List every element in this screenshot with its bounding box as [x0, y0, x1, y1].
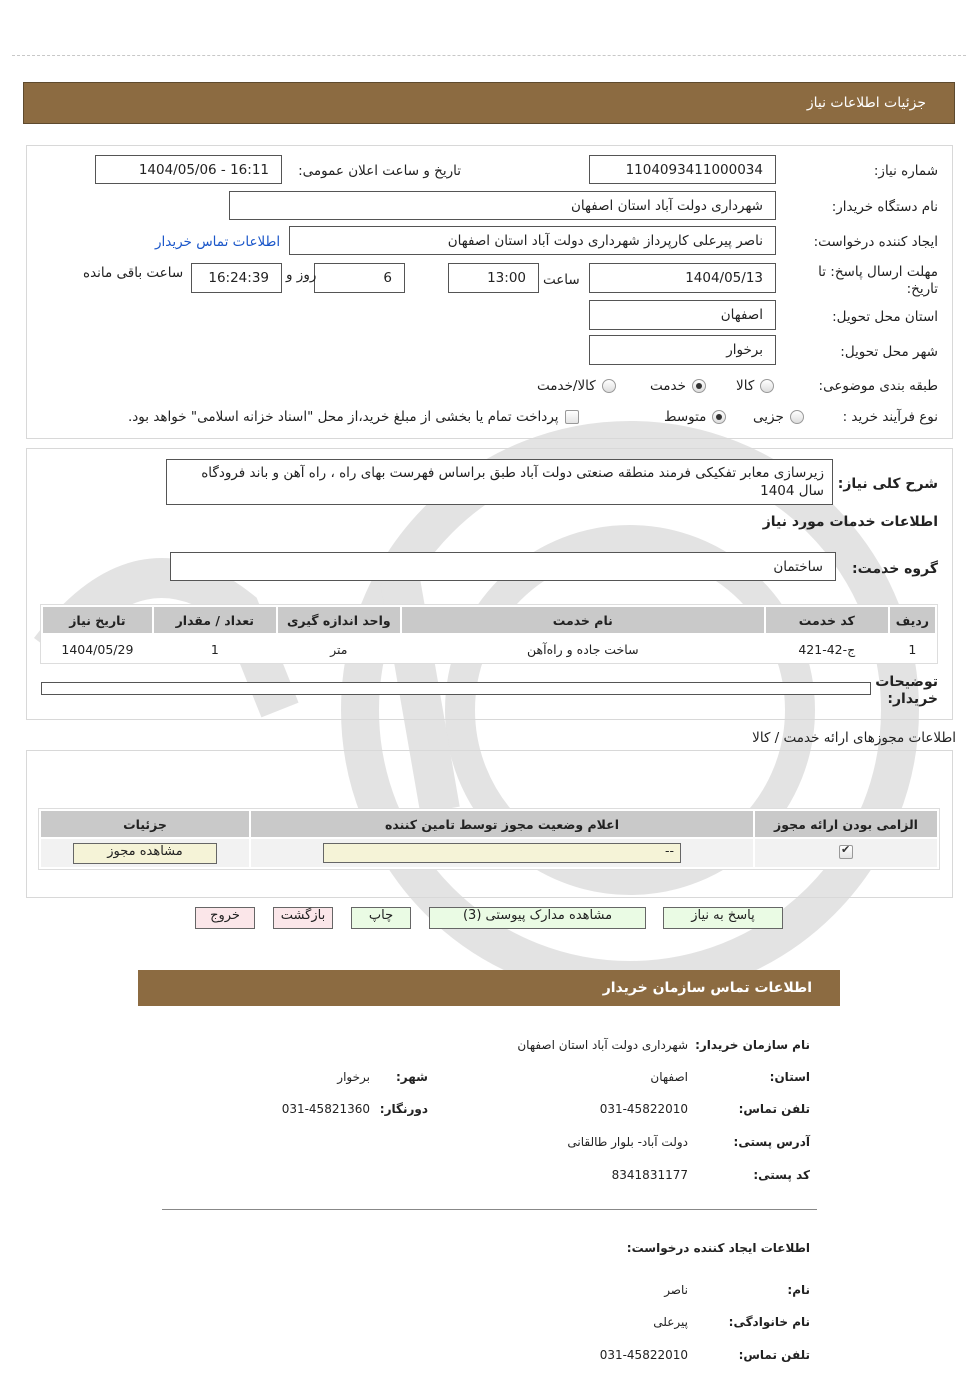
back-button[interactable]: بازگشت: [273, 907, 333, 929]
creator-label: ایجاد کننده درخواست:: [813, 234, 938, 250]
category-option-both-label: کالا/خدمت: [537, 378, 596, 394]
org-postal-label: کد پستی:: [753, 1168, 810, 1182]
process-option-minor-label: جزیی: [753, 409, 784, 425]
payment-checkbox[interactable]: [565, 410, 579, 424]
category-option-service[interactable]: [650, 378, 706, 394]
cell-qty: 1: [210, 641, 219, 657]
status-field[interactable]: --: [323, 843, 681, 863]
days-label: روز و: [286, 267, 317, 283]
th-status: اعلام وضعیت مجوز توسط تامین کننده: [251, 811, 753, 837]
services-table-header: [43, 607, 935, 633]
table-row: [41, 839, 937, 867]
description-field: زیرسازی معابر تفکیکی فرمند منطقه صنعتی دولت آباد طبق براساس فهرست بهای راه ، راه آهن و باند فرودگاه سال 1404: [166, 459, 833, 505]
th-row: ردیف: [890, 607, 935, 633]
process-option-medium[interactable]: [664, 409, 726, 425]
category-label: طبقه بندی موضوعی:: [818, 378, 938, 394]
org-phone-value: 031-45822010: [599, 1102, 688, 1116]
required-checkbox[interactable]: [839, 845, 853, 859]
org-city-value: برخوار: [337, 1070, 370, 1084]
reply-button[interactable]: پاسخ به نیاز: [663, 907, 783, 929]
services-table-wrap: [40, 604, 938, 664]
print-button[interactable]: چاپ: [351, 907, 411, 929]
th-date: تاریخ نیاز: [43, 607, 152, 633]
category-option-service-label: خدمت: [650, 378, 686, 394]
permits-title: اطلاعات مجوزهای ارائه خدمت / کالا: [752, 730, 956, 746]
org-address-value: دولت آباد- بلوار طالقانی: [567, 1135, 688, 1149]
deadline-label: مهلت ارسال پاسخ: تا تاریخ:: [818, 264, 938, 297]
creator-field: ناصر پیرعلی کارپرداز شهرداری دولت آباد استان اصفهان: [289, 226, 776, 255]
process-radio-minor[interactable]: [790, 410, 804, 424]
province-field: اصفهان: [589, 300, 776, 330]
service-group-field: ساختمان: [170, 552, 836, 581]
org-city-label: شهر:: [396, 1070, 428, 1084]
th-unit: واحد اندازه گیری: [278, 607, 400, 633]
city-field: برخوار: [589, 335, 776, 365]
payment-option[interactable]: [128, 409, 579, 425]
permits-table: [39, 809, 939, 869]
attachments-button[interactable]: مشاهده مدارک پیوستی (3): [429, 907, 646, 929]
creator-first-name-label: نام:: [787, 1283, 810, 1297]
remaining-time-field: 16:24:39: [191, 263, 282, 293]
need-number-field: 1104093411000034: [589, 155, 776, 184]
org-province-value: اصفهان: [650, 1070, 688, 1084]
org-contact-header: [138, 970, 840, 1006]
deadline-time-label: ساعت: [543, 272, 580, 288]
need-number-label: شماره نیاز:: [873, 163, 938, 179]
cell-date: 1404/05/29: [61, 641, 134, 657]
page-title: جزئیات اطلاعات نیاز: [806, 95, 926, 111]
org-province-label: استان:: [769, 1070, 810, 1084]
deadline-time-field: 13:00: [448, 263, 539, 293]
th-code: کد خدمت: [766, 607, 888, 633]
announce-field: 1404/05/06 - 16:11: [95, 155, 282, 184]
table-row: [43, 635, 935, 663]
exit-button[interactable]: خروج: [195, 907, 255, 929]
creator-last-name-value: پیرعلی: [653, 1315, 688, 1329]
services-table: [41, 605, 937, 665]
permits-table-wrap: [38, 808, 940, 870]
buyer-org-field: شهرداری دولت آباد استان اصفهان: [229, 191, 776, 220]
th-required: الزامی بودن ارائه مجوز: [755, 811, 937, 837]
services-title: اطلاعات خدمات مورد نیاز: [762, 514, 938, 530]
org-address-label: آدرس پستی:: [733, 1135, 810, 1149]
th-qty: تعداد / مقدار: [154, 607, 276, 633]
process-radio-medium[interactable]: [712, 410, 726, 424]
buyer-contact-link[interactable]: اطلاعات تماس خریدار: [155, 234, 281, 250]
cell-name: ساخت جاده و راه‌آهن: [527, 641, 639, 657]
process-label: نوع فرآیند خرید :: [842, 409, 938, 425]
org-name-value: شهرداری دولت آباد استان اصفهان: [517, 1038, 688, 1052]
org-name-label: نام سازمان خریدار:: [695, 1038, 810, 1052]
cell-unit: متر: [330, 641, 348, 657]
cell-details: [41, 839, 249, 867]
service-group-label: گروه خدمت:: [852, 561, 938, 577]
process-option-minor[interactable]: [753, 409, 804, 425]
page-header: [23, 82, 955, 124]
category-option-goods[interactable]: [736, 378, 774, 394]
creator-phone-value: 031-45822010: [599, 1348, 688, 1362]
category-option-goods-label: کالا: [736, 378, 755, 394]
cell-code: ج-42-421: [798, 641, 856, 657]
announce-label: تاریخ و ساعت اعلان عمومی:: [298, 163, 461, 179]
buyer-org-label: نام دستگاه خریدار:: [831, 199, 938, 215]
org-contact-title: اطلاعات تماس سازمان خریدار: [602, 980, 812, 996]
category-option-both[interactable]: [537, 378, 616, 394]
days-field: 6: [314, 263, 405, 293]
creator-first-name-value: ناصر: [664, 1283, 688, 1297]
category-radio-service[interactable]: [692, 379, 706, 393]
remaining-label: ساعت باقی مانده: [83, 265, 184, 281]
org-phone-label: تلفن تماس:: [738, 1102, 810, 1116]
creator-last-name-label: نام خانوادگی:: [728, 1315, 810, 1329]
contact-divider: [162, 1209, 817, 1210]
cell-required: [755, 839, 937, 867]
process-option-medium-label: متوسط: [664, 409, 707, 425]
province-label: استان محل تحویل:: [832, 309, 938, 325]
org-fax-value: 031-45821360: [281, 1102, 370, 1116]
cell-row: 1: [908, 641, 917, 657]
city-label: شهر محل تحویل:: [840, 344, 938, 360]
top-divider: [12, 55, 966, 56]
buyer-notes-label: توضیحات خریدار:: [875, 674, 938, 707]
org-fax-label: دورنگار:: [379, 1102, 428, 1116]
category-radio-both[interactable]: [602, 379, 616, 393]
permits-table-header: [41, 811, 937, 837]
creator-info-title: اطلاعات ایجاد کننده درخواست:: [626, 1241, 810, 1255]
category-radio-goods[interactable]: [760, 379, 774, 393]
view-permit-button[interactable]: مشاهده مجوز: [73, 843, 217, 864]
creator-phone-label: تلفن تماس:: [738, 1348, 810, 1362]
buyer-notes-field: [41, 682, 871, 695]
org-postal-value: 8341831177: [611, 1168, 688, 1182]
description-label: شرح کلی نیاز:: [837, 476, 938, 492]
th-name: نام خدمت: [402, 607, 764, 633]
deadline-date-field: 1404/05/13: [589, 263, 776, 293]
th-details: جزئیات: [41, 811, 249, 837]
payment-note: پرداخت تمام یا بخشی از مبلغ خرید،از محل "اسناد خزانه اسلامی" خواهد بود.: [128, 409, 559, 425]
cell-status: [251, 839, 753, 867]
